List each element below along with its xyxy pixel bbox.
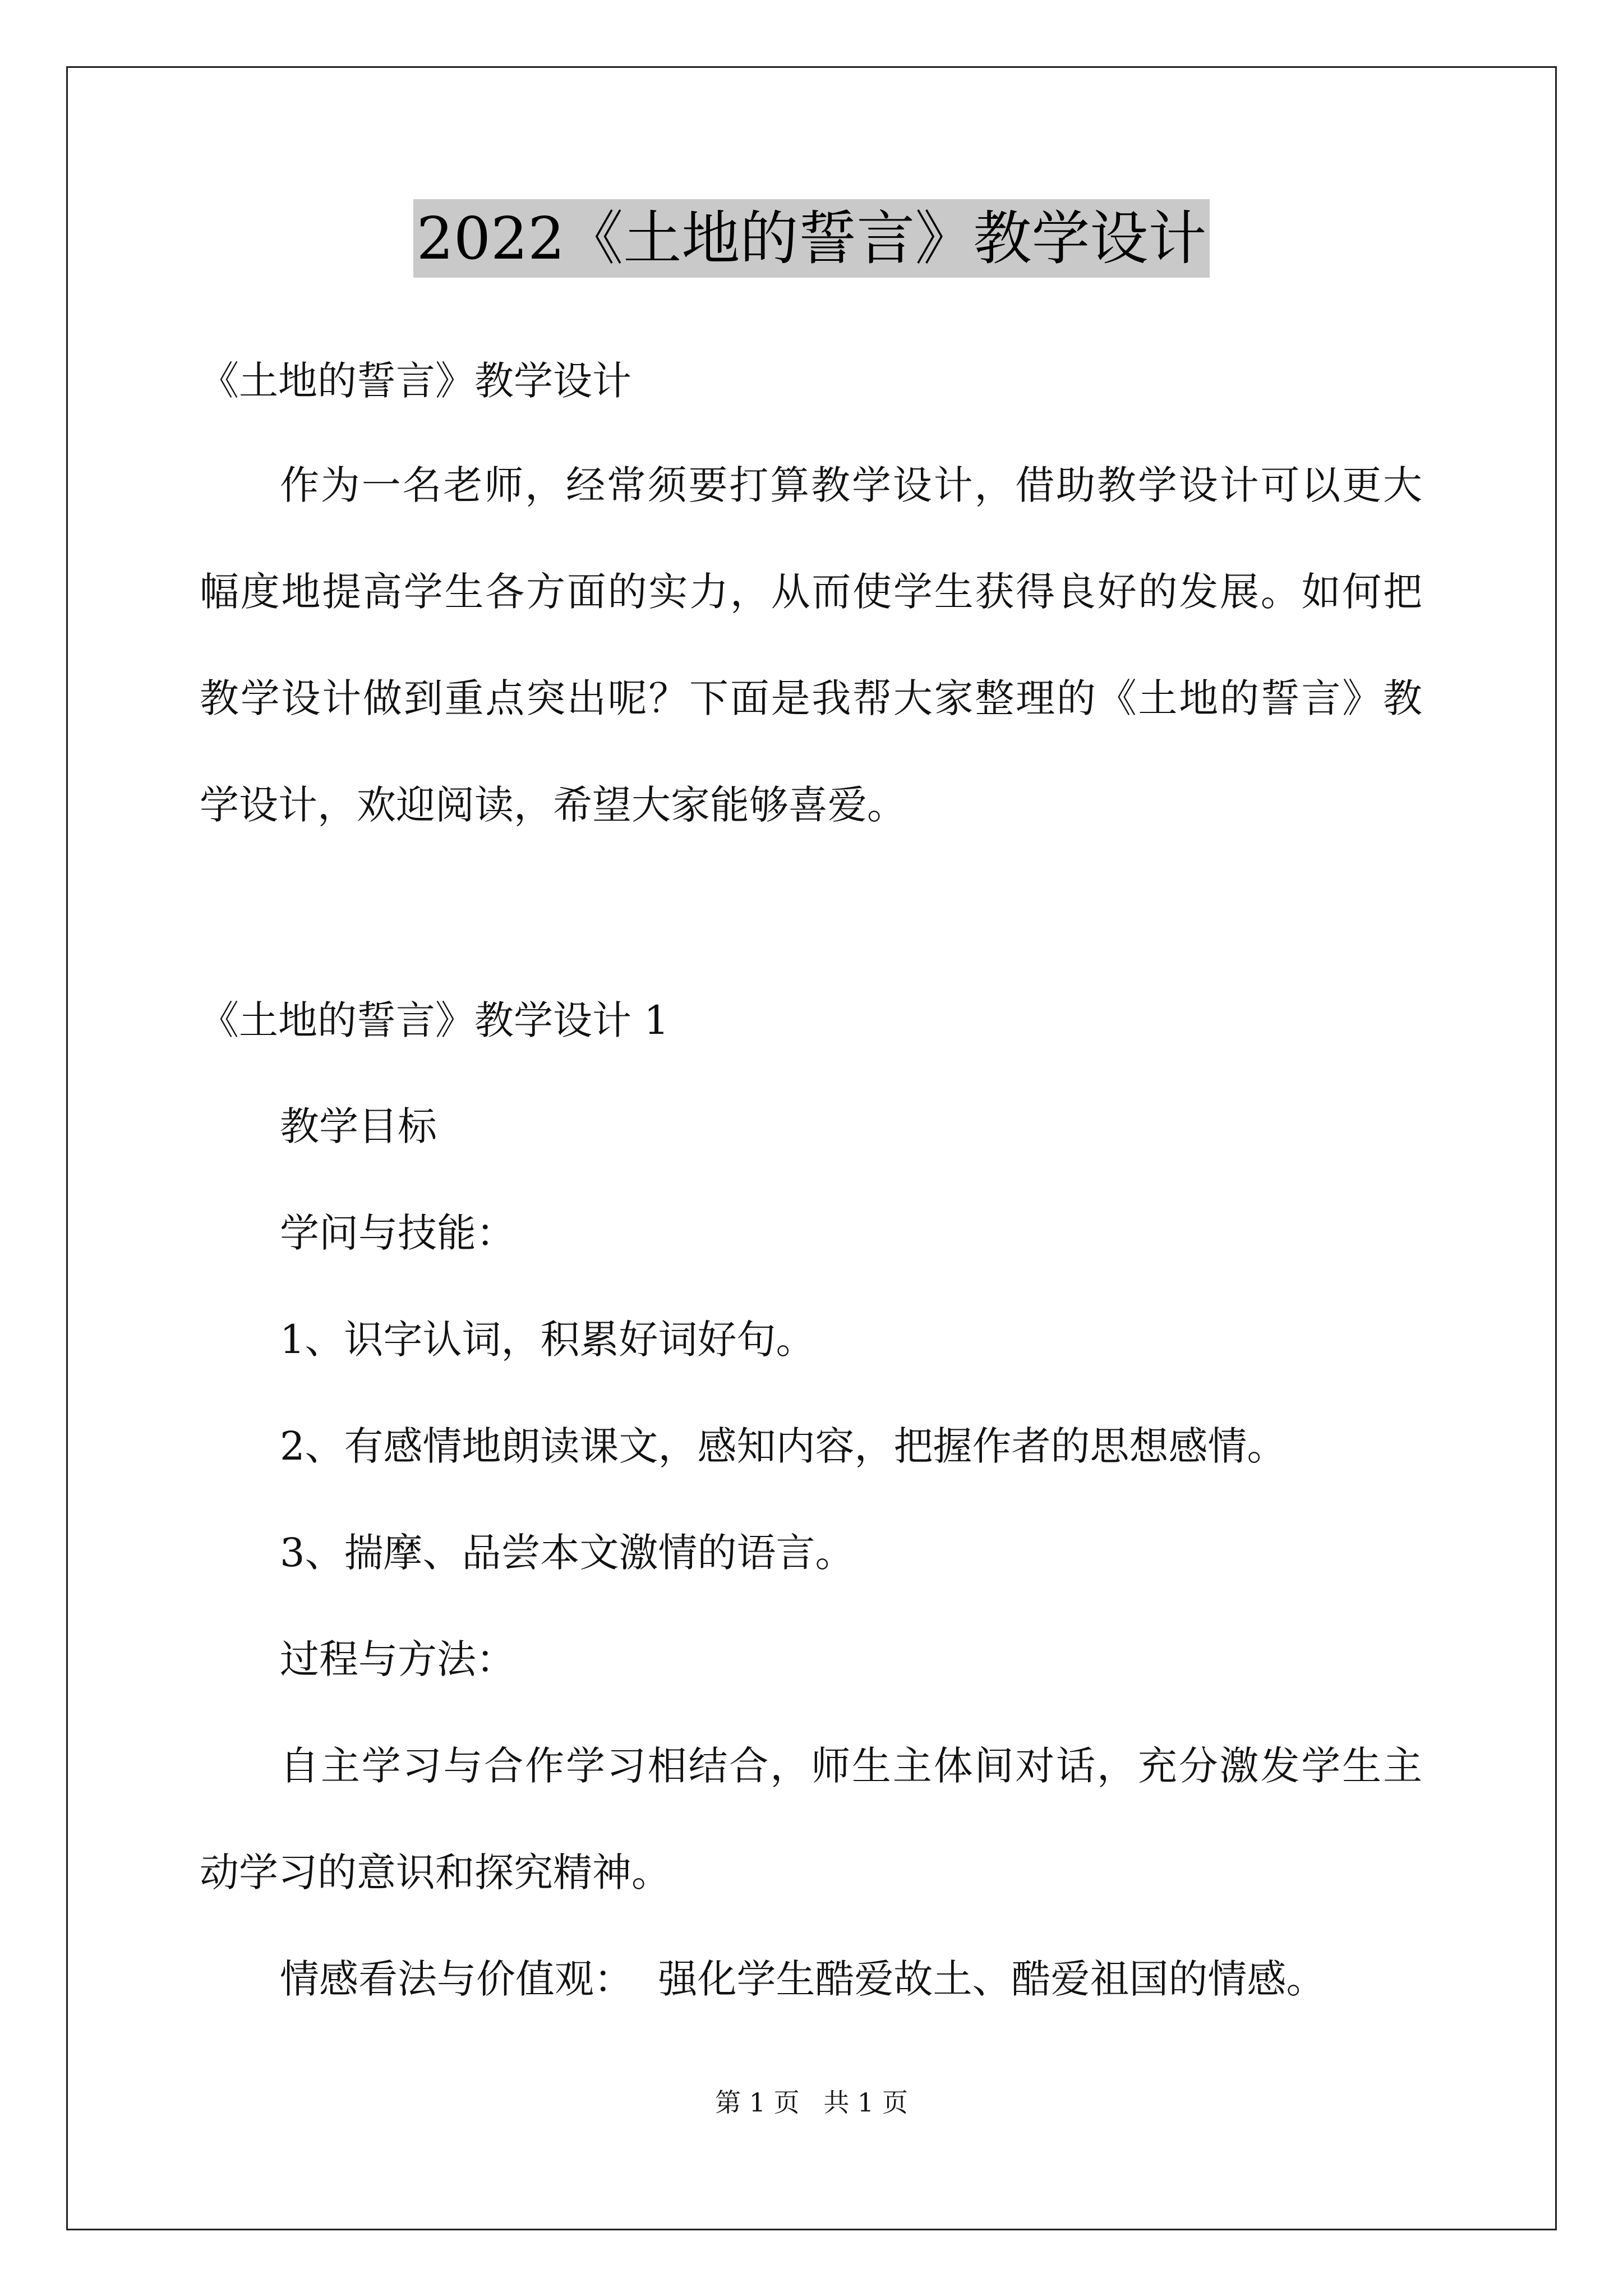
title-container (0, 199, 1623, 278)
knowledge-item-1: 1、识字认词，积累好词好句。 (280, 1317, 815, 1363)
page-number-total: 共 1 页 (823, 2087, 908, 2118)
section-title: 《土地的誓言》教学设计 1 (200, 997, 669, 1043)
intro-line-2: 幅度地提高学生各方面的实力，从而使学生获得良好的发展。如何把 (200, 569, 1422, 615)
knowledge-item-2: 2、有感情地朗读课文，感知内容，把握作者的思想感情。 (280, 1423, 1287, 1469)
intro-line-1: 作为一名老师，经常须要打算教学设计，借助教学设计可以更大 (280, 462, 1422, 508)
emotion-line: 情感看法与价值观： 强化学生酷爱故土、酷爱祖国的情感。 (280, 1956, 1326, 2002)
knowledge-heading: 学问与技能： (280, 1210, 515, 1256)
objectives-heading: 教学目标 (280, 1103, 437, 1149)
knowledge-item-3: 3、揣摩、品尝本文激情的语言。 (280, 1530, 855, 1576)
process-heading: 过程与方法： (280, 1636, 515, 1682)
intro-line-3: 教学设计做到重点突出呢？下面是我帮大家整理的《土地的誓言》教 (200, 675, 1422, 721)
document-title: 2022《土地的誓言》教学设计 (413, 199, 1210, 278)
page-footer (0, 2086, 1623, 2119)
intro-line-4: 学设计，欢迎阅读，希望大家能够喜爱。 (200, 782, 906, 828)
page-number-current: 第 1 页 (715, 2087, 800, 2118)
process-line-2: 动学习的意识和探究精神。 (200, 1849, 671, 1895)
process-line-1: 自主学习与合作学习相结合，师生主体间对话，充分激发学生主 (280, 1743, 1422, 1789)
subtitle: 《土地的誓言》教学设计 (200, 358, 631, 404)
